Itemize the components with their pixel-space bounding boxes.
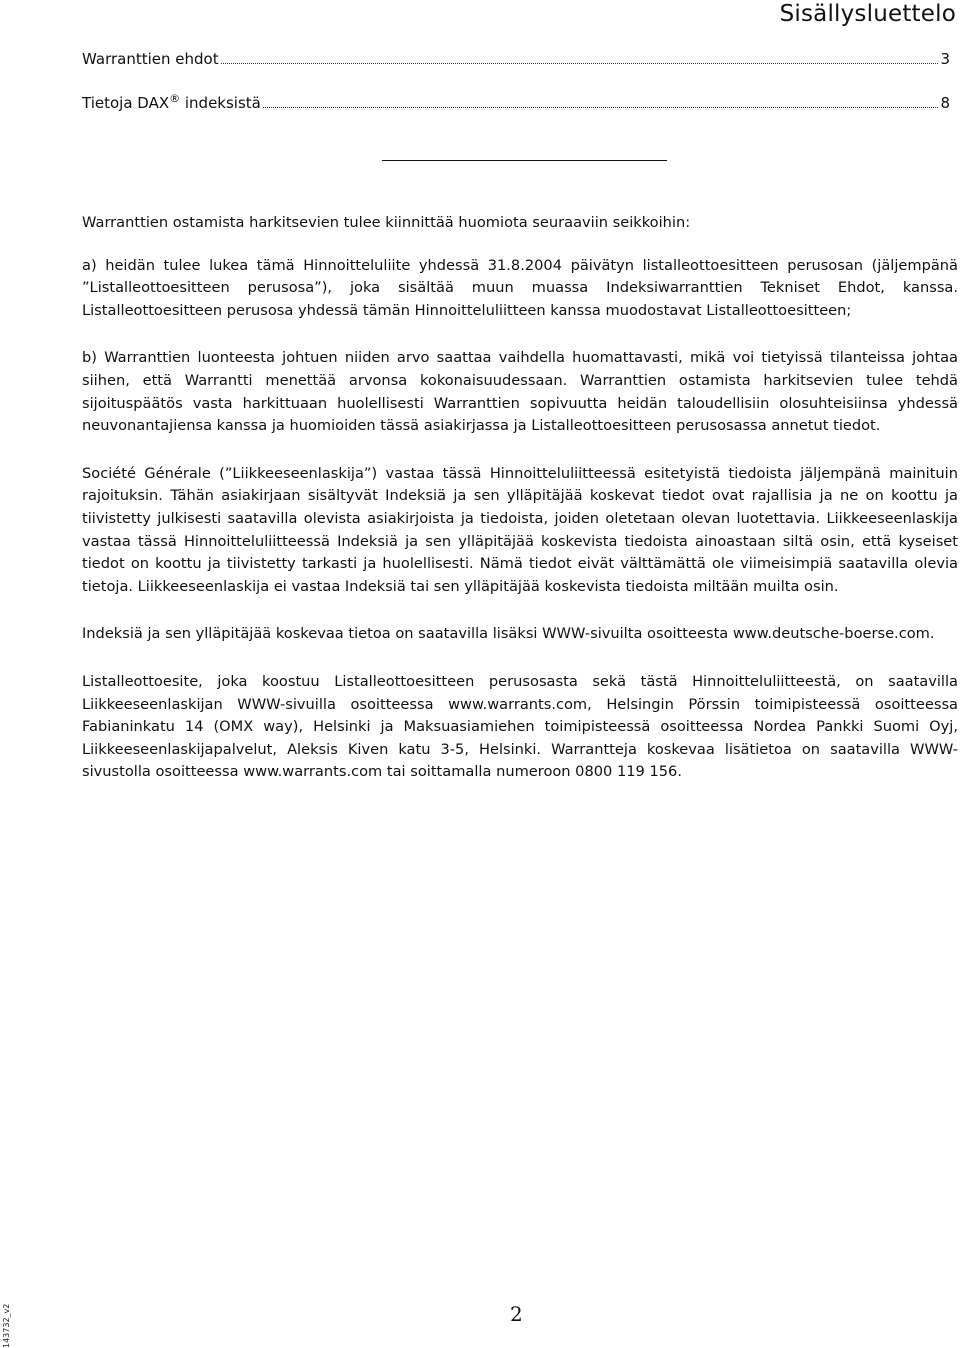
toc-entry-dax-indeksi[interactable] [82,88,958,114]
paragraph-index-info: Indeksiä ja sen ylläpitäjää koskevaa tietoa on saatavilla lisäksi WWW-sivuilta osoitteesta www.deutsche-boerse.com. [82,625,935,643]
registered-mark: ® [169,92,181,105]
toc-entry-label-main: Tietoja DAX [82,94,170,112]
toc-entry-page: 8 [940,94,950,112]
paragraph-b: b) Warranttien luonteesta johtuen niiden arvo saattaa vaihdella huomattavasti, mikä voi tietyissä tilanteissa johtaa siihen, että Warrantti menettää arvonsa kokonaisuudessaan. Warranttien ostamista harkitsevien tulee tehdä sijoituspäätös vasta harkittuaan huolellisesti Warranttien sopivuutta heidän taloudellisiin olosuhteisiinsa yhdessä neuvonantajiensa kanssa ja huomioiden tässä asiakirjassa ja Listalleottoesitteen perusosassa annetut tiedot. [82,349,958,435]
toc-entry-label: Warranttien ehdot [82,50,219,68]
toc-entry-label [82,88,261,114]
toc-entry-label-suffix: indeksistä [180,94,261,112]
section-divider [382,160,667,161]
toc-entry-page: 3 [940,50,950,68]
page-title: Sisällysluettelo [779,1,956,27]
paragraph-availability: Listalleottoesite, joka koostuu Listalleottoesitteen perusosasta sekä tästä Hinnoitteluliitteestä, on saatavilla Liikkeeseenlaskijan WWW-sivuilla osoitteessa www.warrants.com, Helsingin Pörssin toimipisteessä osoitteessa Fabianinkatu 14 (OMX way), Helsinki ja Maksuasiamiehen toimipisteessä osoitteessa Nordea Pankki Suomi Oyj, Liikkeeseenlaskijapalvelut, Aleksis Kiven katu 3-5, Helsinki. Warrantteja koskevaa lisätietoa on saatavilla WWW-sivustolla osoitteessa www.warrants.com tai soittamalla numeroon 0800 119 156. [82,672,958,781]
table-of-contents [82,48,958,114]
paragraph-a: a) heidän tulee lukea tämä Hinnoitteluliite yhdessä 31.8.2004 päivätyn listalleottoesitteen perusosan (jäljempänä ”Listalleottoesitteen perusosa”), joka sisältää muun muassa Indeksiwarranttien Tekniset Ehdot, kanssa. Listalleottoesitteen perusosa yhdessä tämän Hinnoitteluliitteen kanssa muodostavat Listalleottoesitteen; [82,256,958,319]
toc-entry-warranttien-ehdot[interactable] [82,48,958,70]
paragraph-responsibility: Société Générale (”Liikkeeseenlaskija”) vastaa tässä Hinnoitteluliitteessä esitetyistä tiedoista jäljempänä mainituin rajoituksin. Tähän asiakirjaan sisältyvät Indeksiä ja sen ylläpitäjää koskevat tiedot ovat rajallisia ja ne on koottu ja tiivistetty julkisesti saatavilla olevista asiakirjoista ja tiedoista, joiden oletetaan olevan luotettavia. Liikkeeseenlaskija vastaa tässä Hinnoitteluliitteessä Indeksiä ja sen ylläpitäjää koskevista tiedoista ainoastaan siltä osin, että kyseiset tiedot on koottu ja tiivistetty tarkasti ja huolellisesti. Nämä tiedot eivät välttämättä ole viimeisimpiä saatavilla olevia tietoja. Liikkeeseenlaskija ei vastaa Indeksiä tai sen ylläpitäjää koskevista tiedoista miltään muilta osin. [82,464,958,595]
document-body [82,212,958,784]
document-page [82,0,958,781]
toc-leader-dots [221,63,939,64]
page-number: 2 [510,1302,523,1326]
toc-leader-dots [263,107,939,108]
document-code: 143732_v2 [2,1303,11,1348]
intro-paragraph: Warranttien ostamista harkitsevien tulee kiinnittää huomiota seuraaviin seikkoihin: [82,214,691,231]
